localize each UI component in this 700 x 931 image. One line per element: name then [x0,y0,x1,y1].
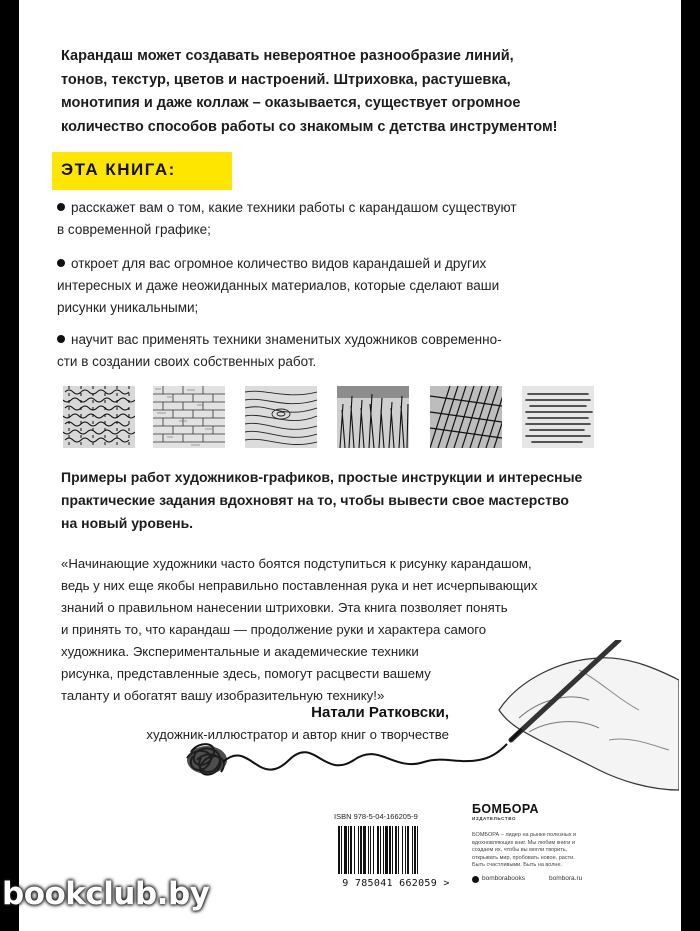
texture-swatch-bricks [153,386,225,448]
publisher-social: bomborabooks [482,875,525,882]
hand-drawing-illustration [179,640,679,810]
barcode-bar [370,826,371,874]
texture-swatch-wood [245,386,317,448]
bullet-dot [57,203,65,211]
isbn-label: ISBN 978-5-04-166205-9 [334,812,418,821]
bullet-dot [57,259,65,267]
barcode-bar [360,826,362,874]
barcode-bar [354,826,355,874]
barcode-bar [407,826,409,874]
publisher-subtitle: ИЗДАТЕЛЬСТВО [472,816,517,821]
quote-author-role: художник-иллюстратор и автор книг о творчестве [146,727,449,742]
book-back-cover [19,0,681,931]
watermark: bookclub.by [2,876,210,912]
texture-swatch-strokes [522,386,594,448]
barcode-bar [395,826,397,874]
barcode-bar [414,826,416,874]
barcode-bar [389,826,391,874]
barcode-bar [358,826,359,874]
barcode-bar [398,826,399,874]
social-icon [472,876,479,883]
bullet-item-2: откроет для вас огромное количество видов карандашей и других интересных и даже неожиданных материалов, которые сделают ваши рисунки уникальными; [57,256,500,315]
texture-swatch-hatching [430,386,502,448]
isbn-digits: 9 785041 662059 > [342,878,450,889]
barcode-bar [363,826,366,874]
barcode-bar [380,826,381,874]
quote-author: Натали Ратковски, [311,704,449,721]
barcode-bar [383,826,384,874]
barcode-bar [341,826,342,874]
bullet-item-1: расскажет вам о том, какие техники работы с карандашом существуют в современной графике; [57,200,517,237]
barcode-bar [348,826,349,874]
intro-text: Карандаш может создавать невероятное разнообразие линий, тонов, текстур, цветов и настроений. Штриховка, растушевка, монотипия и даже коллаж – оказывается, существует огромное количество способов работы со знакомым с детства инструментом! [61,48,558,135]
bullet-dot [57,335,65,343]
barcode-bar [402,826,403,874]
barcode-bar [385,826,388,874]
texture-swatch-grass [337,386,409,448]
quote-text: «Начинающие художники часто боятся подступиться к рисунку карандашом, ведь у них еще якобы неправильно поставленная рука и нет исчерпывающих знаний о правильном нанесении штриховки. Эта книга позволяет понять и принять то, что карандаш — продолжение руки и характера самого художника. Экспериментальные и академические техники рисунка, представленные здесь, помогут расцвести вашему таланту и обогатят вашу изобразительную технику!» [61,556,538,703]
texture-swatch-dense [63,386,135,448]
publisher-description: БОМБОРА – лидер на рынке полезных и вдохновляющих книг. Мы любим книги и создаем их, чтобы вы могли творить, открывать мир, пробовать новое, расти. Быть счастливыми. Быть на волне. [472,832,577,868]
barcode-bar [373,826,374,874]
squiggle-line [223,744,507,770]
barcode-bar [350,826,352,874]
this-book-label: ЭТА КНИГА: [61,160,176,179]
barcode [332,824,460,878]
barcode-bar [392,826,393,874]
bullet-item-3: научит вас применять техники знаменитых художников современно- сти в создании своих собственных работ. [57,332,502,369]
barcode-bar [377,826,379,874]
barcode-bar [344,826,347,874]
barcode-bar [368,826,369,874]
barcode-bar [405,826,406,874]
publisher-logo: БОМБОРА [472,802,539,816]
barcode-bar [412,826,413,874]
barcode-bar [338,826,340,874]
examples-text: Примеры работ художников-графиков, простые инструкции и интересные практические задания вдохновят на то, чтобы вывести свое мастерство на новый уровень. [61,469,583,531]
publisher-website: bombora.ru [549,875,583,882]
barcode-bar [417,826,418,874]
